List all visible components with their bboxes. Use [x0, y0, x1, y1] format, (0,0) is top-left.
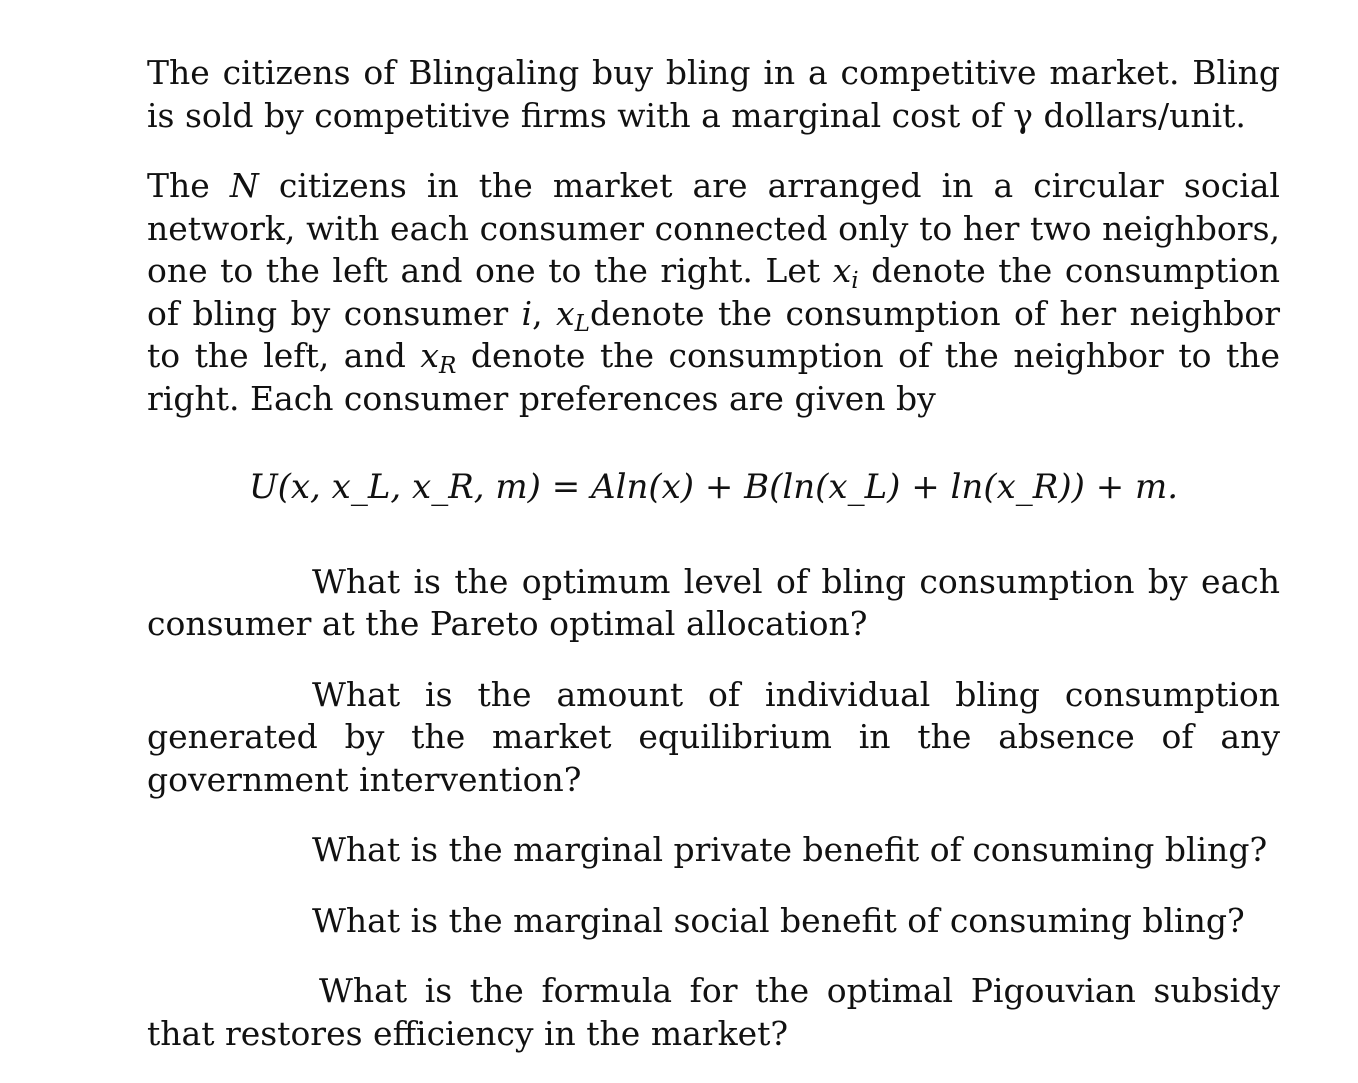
question-2: What is the amount of individual bling consumption generated by the market equilibrium in the absence of any government intervention?	[147, 674, 1280, 799]
text-run: denote the consumption of the neighbor to the right. Each consumer preferences are given by	[147, 336, 1281, 418]
network-paragraph	[147, 165, 1280, 420]
math-N: N	[229, 166, 259, 205]
document-page	[147, 52, 1280, 1083]
text-run: The	[147, 166, 230, 205]
question-3: What is the marginal private benefit of consuming bling?	[312, 830, 1268, 869]
math-i: i	[521, 293, 533, 333]
question-1: What is the optimum level of bling consumption by each consumer at the Pareto optimal allocation?	[147, 561, 1280, 643]
formula-text: U(x, x_L, x_R, m) = Aln(x) + B(ln(x_L) + ln(x_R)) + m.	[248, 467, 1179, 507]
text-run: denote the consumption of bling by consumer	[147, 251, 1280, 333]
text-run: ,	[532, 293, 557, 333]
question-5: What is the formula for the optimal Pigouvian subsidy that restores efficiency in the market?	[147, 971, 1280, 1053]
math-x-i: $x_i$	[832, 251, 859, 294]
text-run: denote the consumption of her neighbor to the left, and	[147, 293, 1280, 375]
text-run: citizens in the market are arranged in a circular social network, with each consumer connected only to her two neighbors, one to the left and one to the right. Let	[147, 166, 1280, 290]
math-x-R: $x_R$	[420, 336, 457, 379]
utility-formula	[147, 466, 1280, 509]
question-4: What is the marginal social benefit of consuming bling?	[312, 900, 1245, 940]
math-x-L: $x_L$	[556, 293, 590, 337]
intro-paragraph: The citizens of Blingaling buy bling in a competitive market. Bling is sold by competitive firms with a marginal cost of γ dollars/unit.	[147, 53, 1280, 135]
